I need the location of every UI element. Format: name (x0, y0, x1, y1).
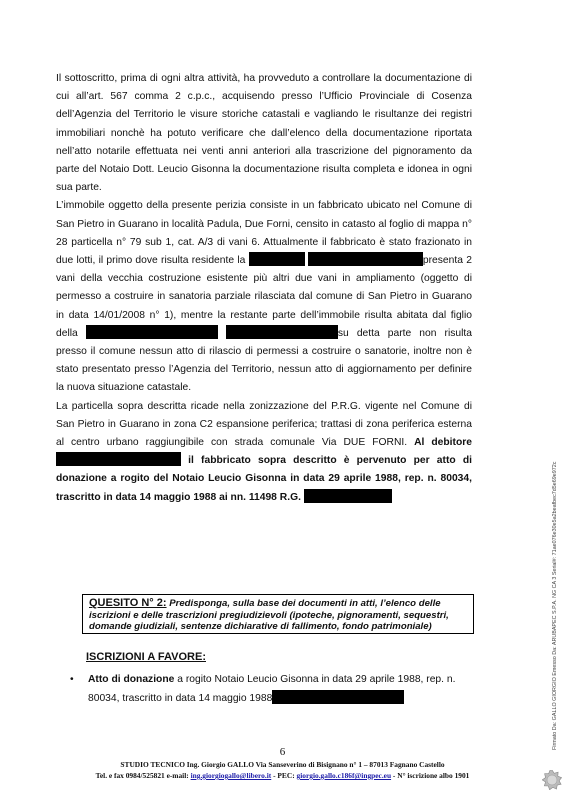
property-text-3: su detta parte non risulta presso il comune nessun atto di rilascio di permessi a costruire o sanatorie, inoltre non è stato presentato presso l’Agenzia del Territorio, nessun atto di aggiornamento per definire la nuova situazione catastale. (56, 327, 472, 394)
donation-act-label: Atto di donazione (88, 674, 175, 685)
iscrizioni-heading: ISCRIZIONI A FAVORE: (86, 651, 206, 663)
quesito-box (82, 594, 474, 634)
footer-albo: - N° iscrizione albo 1901 (392, 771, 470, 780)
footer-contact-line (0, 771, 565, 780)
seal-icon (542, 770, 562, 790)
footer-studio-line: STUDIO TECNICO Ing. Giorgio GALLO Via Sanseverino di Bisignano n° 1 – 87013 Fagnano Castello (120, 760, 445, 769)
list-item-text (88, 670, 474, 708)
property-text-1: L’immobile oggetto della presente perizia consiste in un fabbricato ubicato nel Comune di San Pietro in Guarano in località Padula, Due Forni, censito in catasto al foglio di mappa n° 28 particella n° 79 sub 1, cat. A/3 di vani 6. Attualmente il fabbricato è stato frazionato in due lotti, il primo dove risulta residente la (56, 200, 472, 267)
pec-link[interactable]: giorgio.gallo.c186f@ingpec.eu (296, 771, 392, 780)
donation-text: il fabbricato sopra descritto è pervenuto per atto di donazione a rogito del Notaio Leucio Gisonna in data 29 aprile 1988, rep. n. 80034, trascritto in data 14 maggio 1988 ai nn. 11498 R.G. (56, 455, 472, 503)
redaction-block (86, 325, 218, 339)
zoning-text: La particella sopra descritta ricade nella zonizzazione del P.R.G. vigente nel Comune di San Pietro in Guarano in zona C2 espansione periferica; trattasi di zona periferica esterna al centro urbano raggiungibile con strada comunale Via DUE FORNI. (56, 400, 472, 449)
page-number: 6 (279, 746, 286, 758)
email-link[interactable]: ing.giorgiogallo@libero.it (190, 771, 272, 780)
redaction-block (272, 690, 404, 704)
paragraph-verification: Il sottoscritto, prima di ogni altra attività, ha provveduto a controllare la documentazione di cui all’art. 567 comma 2 c.p.c., acquisendo presso l’Ufficio Provinciale di Cosenza dell’Agenzia del Territorio le visure storiche catastali e vagliando le risultanze dei registri immobiliari nonchè ha potuto verificare che dall’elenco della documentazione riportata nell’atto notarile effettuata nei venti anni anteriori alla trascrizione del pignoramento da parte del Notaio Dott. Leucio Gisonna la documentazione risulta completa e idonea in ogni sua parte. (56, 73, 472, 194)
digital-signature-text: Firmato Da: GALLO GIORGIO Emesso Da: ARUBAPEC S.P.A. NG CA 3 Serial#: 71ae076e30e5a2beafbec7d5e69e972c (552, 461, 558, 750)
paragraph-zoning (56, 398, 472, 507)
redaction-block (249, 252, 305, 266)
paragraph-property (56, 197, 472, 397)
bullet-icon: • (70, 674, 74, 685)
quesito-title: QUESITO N° 2: (89, 597, 167, 609)
donation-act-details: a rogito Notaio Leucio Gisonna in data 29 aprile 1988, rep. n. 80034, trascritto in data 14 maggio 1988 (88, 674, 456, 704)
redaction-block (56, 452, 181, 466)
property-text-2: presenta 2 vani della vecchia costruzione esistente più altri due vani in ampliamento (oggetto di permesso a costruire in sanatoria parziale rilasciata dal comune di San Pietro in Guarano in data 14/01/2008 n° 1), mentre la restante parte dell’immobile risulta abitata dal figlio della (56, 255, 472, 339)
footer-tel: Tel. e fax 0984/525821 e-mail: (95, 771, 189, 780)
redaction-block (308, 252, 423, 266)
footer-pec-label: - PEC: (273, 771, 295, 780)
redaction-block (304, 489, 392, 503)
debtor-label: Al debitore (414, 437, 472, 449)
body-text (56, 70, 472, 507)
quesito-text: Predisponga, sulla base dei documenti in atti, l’elenco delle iscrizioni e delle trascrizioni pregiudizievoli (ipoteche, pignoramenti, sequestri, domande giudiziali, sentenze dichiarative di fallimento, fondo patrimoniale) (89, 598, 449, 632)
redaction-block (226, 325, 338, 339)
